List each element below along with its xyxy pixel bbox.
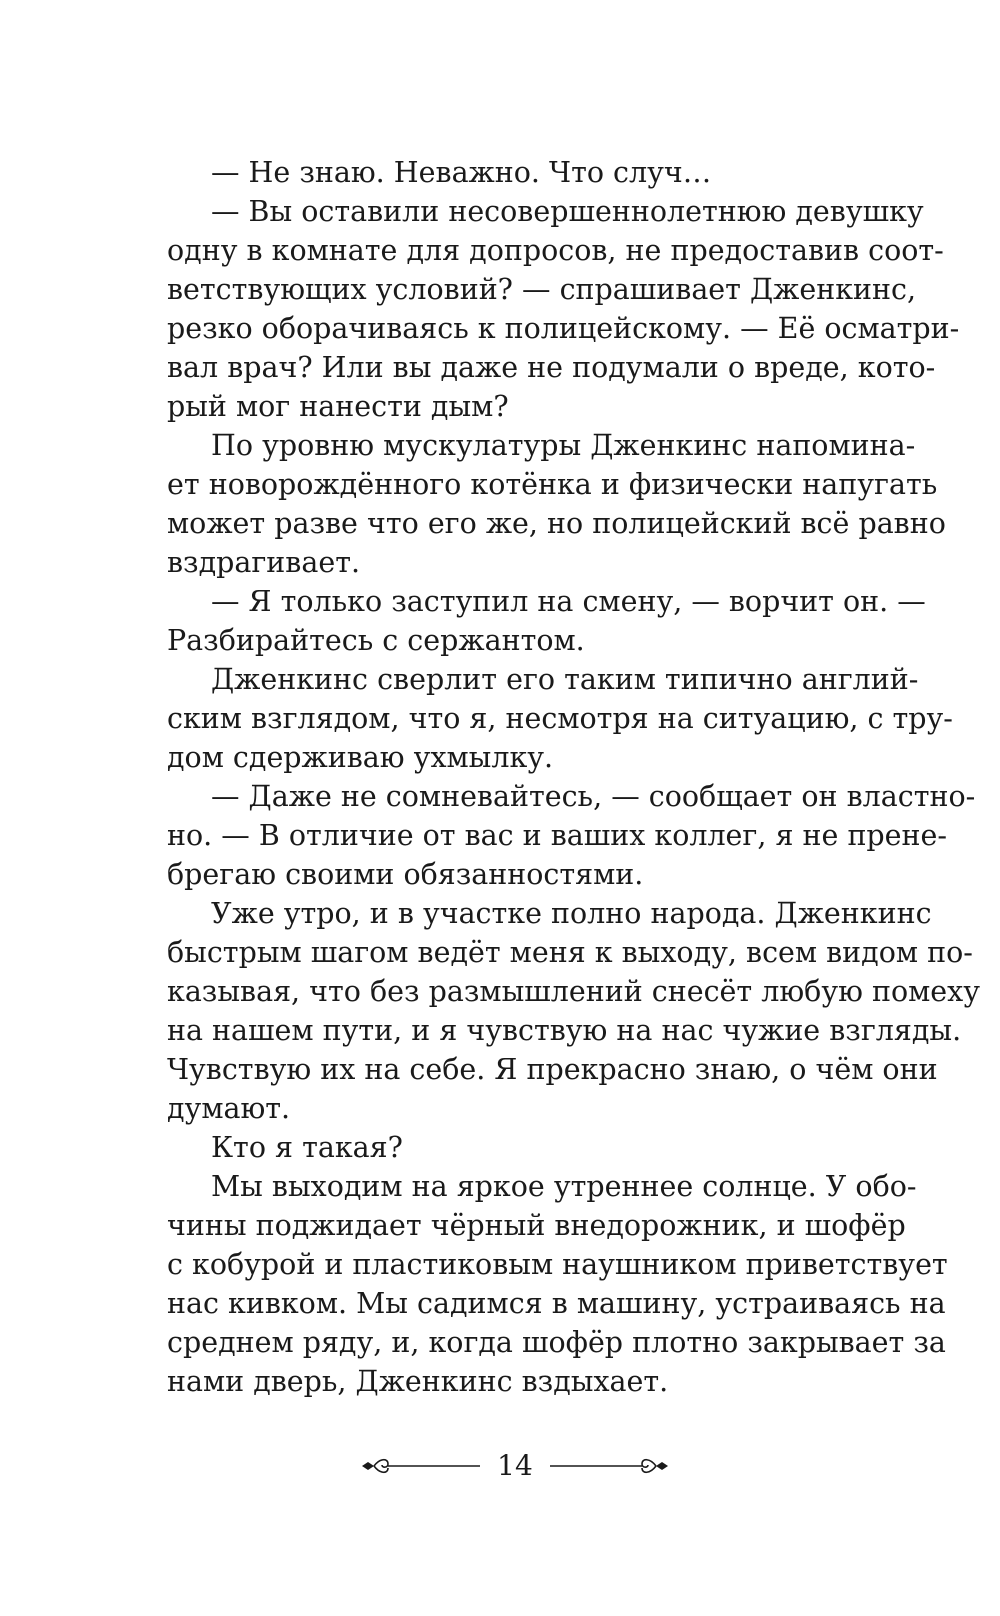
text-line: думают.	[167, 1092, 291, 1125]
text-line: быстрым шагом ведёт меня к выходу, всем видом по-	[167, 936, 973, 969]
text-line: Чувствую их на себе. Я прекрасно знаю, о чём они	[167, 1053, 938, 1086]
text-line: нас кивком. Мы садимся в машину, устраиваясь на	[167, 1287, 946, 1320]
paragraph	[167, 192, 960, 426]
paragraph	[167, 660, 953, 777]
text-line: одну в комнате для допросов, не предоставив соот-	[167, 234, 944, 267]
body-text	[167, 153, 980, 1401]
text-line: Дженкинс сверлит его таким типично англий-	[211, 663, 919, 696]
text-line: — Вы оставили несовершеннолетнюю девушку	[211, 195, 924, 228]
text-line: ветствующих условий? — спрашивает Дженкинс,	[167, 273, 917, 306]
text-line: с кобурой и пластиковым наушником приветствует	[167, 1248, 948, 1281]
text-line: Разбирайтесь с сержантом.	[167, 624, 585, 657]
paragraph	[167, 1167, 948, 1401]
text-line: но. — В отличие от вас и ваших коллег, я не прене-	[167, 819, 948, 852]
text-line: казывая, что без размышлений снесёт любую помеху	[167, 975, 980, 1008]
text-line: резко оборачиваясь к полицейскому. — Её осматри-	[167, 312, 960, 345]
text-line: Уже утро, и в участке полно народа. Дженкинс	[211, 897, 932, 930]
text-line: ским взглядом, что я, несмотря на ситуацию, с тру-	[167, 702, 953, 735]
text-line: брегаю своими обязанностями.	[167, 858, 644, 891]
page-number: 14	[497, 1449, 533, 1482]
paragraph	[167, 1128, 867, 1167]
text-line: — Не знаю. Неважно. Что случ…	[211, 156, 712, 189]
right-ornament-icon	[545, 1446, 670, 1486]
text-line: дом сдерживаю ухмылку.	[167, 741, 554, 774]
text-line: рый мог нанести дым?	[167, 390, 509, 423]
text-line: ет новорождённого котёнка и физически напугать	[167, 468, 938, 501]
text-line: чины поджидает чёрный внедорожник, и шофёр	[167, 1209, 906, 1242]
text-line: По уровню мускулатуры Дженкинс напомина-	[211, 429, 916, 462]
text-line: Мы выходим на яркое утреннее солнце. У обо-	[211, 1170, 917, 1203]
text-line: на нашем пути, и я чувствую на нас чужие взгляды.	[167, 1014, 962, 1047]
page-footer	[360, 1446, 670, 1486]
text-line: нами дверь, Дженкинс вздыхает.	[167, 1365, 669, 1398]
paragraph	[167, 582, 926, 660]
text-line: может разве что его же, но полицейский всё равно	[167, 507, 946, 540]
left-ornament-icon	[360, 1446, 485, 1486]
paragraph	[167, 426, 946, 582]
text-line: — Даже не сомневайтесь, — сообщает он властно-	[211, 780, 976, 813]
text-line: вздрагивает.	[167, 546, 361, 579]
text-line: — Я только заступил на смену, — ворчит он. —	[211, 585, 926, 618]
text-line: вал врач? Или вы даже не подумали о вреде, кото-	[167, 351, 936, 384]
text-line: среднем ряду, и, когда шофёр плотно закрывает за	[167, 1326, 946, 1359]
paragraph	[167, 153, 867, 192]
text-line: Кто я такая?	[211, 1131, 403, 1164]
paragraph	[167, 777, 976, 894]
paragraph	[167, 894, 980, 1128]
